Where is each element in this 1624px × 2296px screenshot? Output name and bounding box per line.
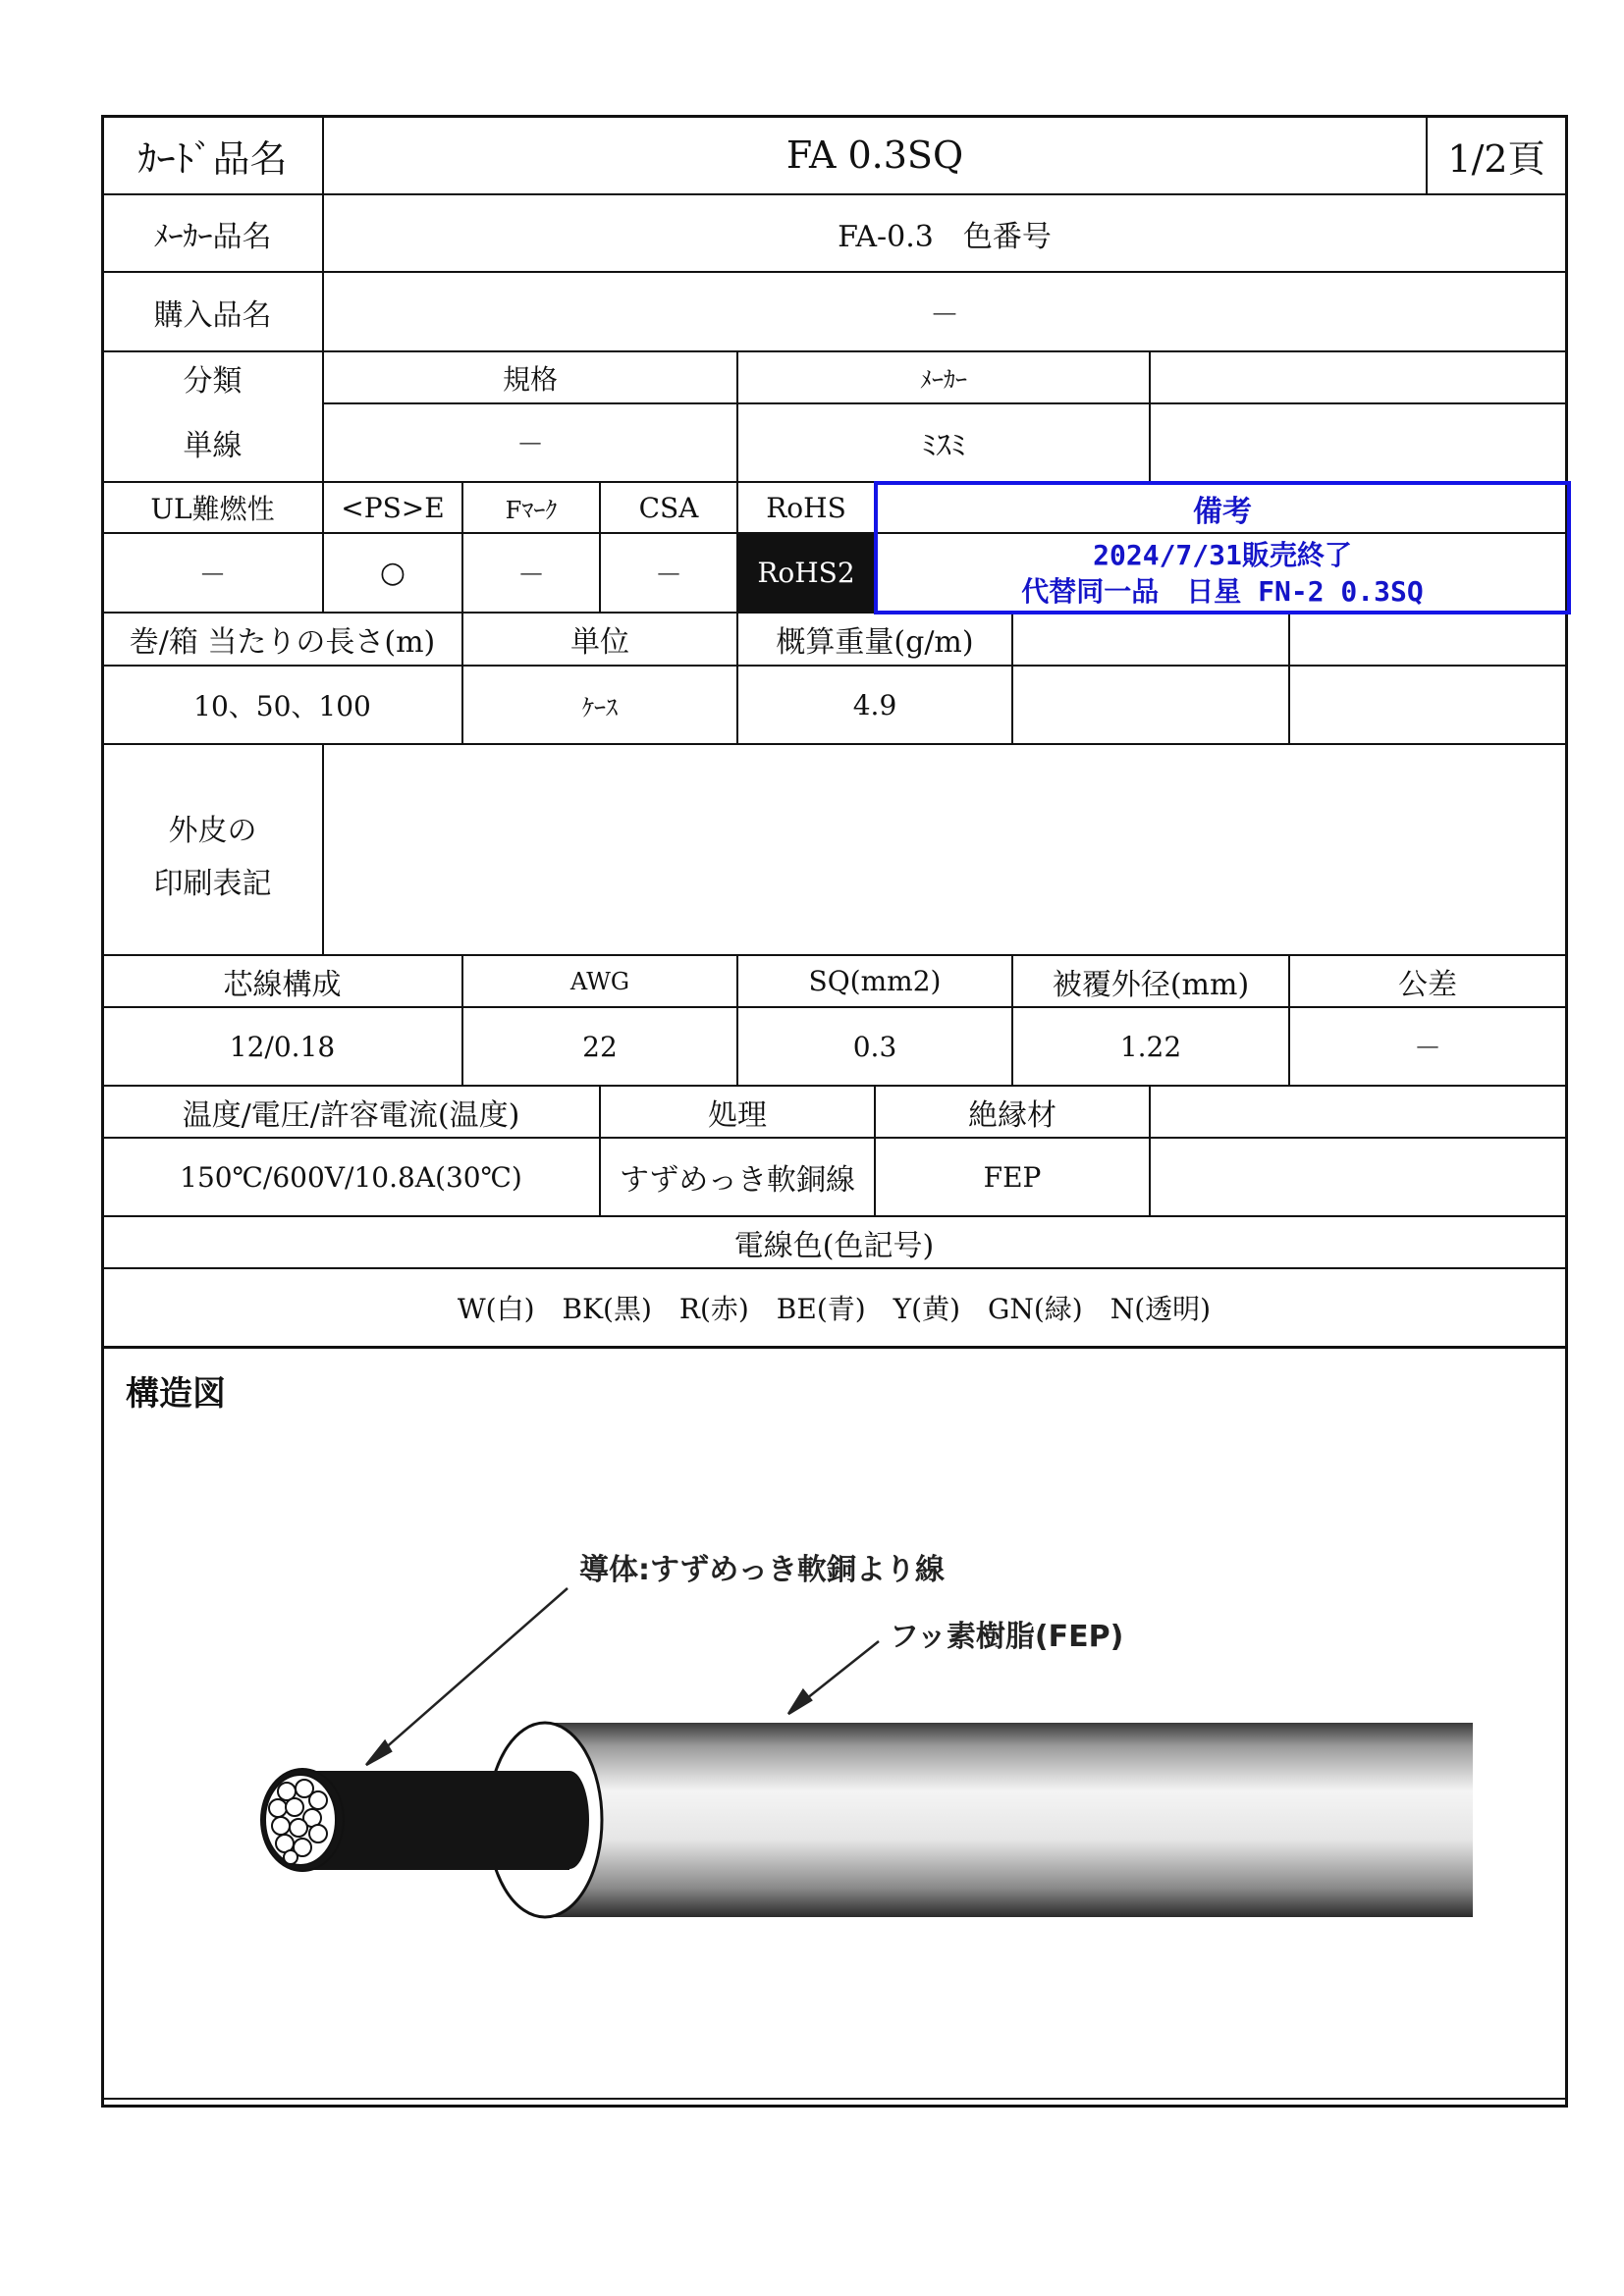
- remarks-title: 備考: [1193, 495, 1252, 529]
- length-label: 巻/箱 当たりの長さ(m): [129, 625, 436, 660]
- awg-value: 22: [582, 1030, 618, 1063]
- rohs-value: RoHS2: [738, 534, 874, 612]
- pse-label: <PS>E: [341, 491, 445, 524]
- purchase-name-value: －: [930, 297, 959, 333]
- maker-name-value: FA-0.3 色番号: [838, 219, 1052, 254]
- conductor-core: [261, 1769, 589, 1871]
- fmark-value: －: [516, 558, 545, 591]
- weight-value: 4.9: [852, 688, 897, 721]
- card-name-value: FA 0.3SQ: [785, 133, 964, 177]
- temp-value: 150℃/600V/10.8A(30℃): [180, 1160, 522, 1194]
- wire-color-label: 電線色(色記号): [733, 1228, 935, 1263]
- rohs-label: RoHS: [766, 491, 846, 524]
- insulation-arrow: [788, 1641, 879, 1714]
- spec-value: －: [515, 428, 544, 460]
- unit-value: ｹｰｽ: [582, 693, 618, 721]
- ul-value: －: [198, 558, 227, 591]
- maker-label: ﾒｰｶｰ: [920, 366, 967, 394]
- sq-label: SQ(mm2): [808, 965, 942, 997]
- maker-name-label: ﾒｰｶｰ品名: [153, 219, 272, 254]
- od-label: 被覆外径(mm): [1052, 967, 1250, 1002]
- core-label: 芯線構成: [223, 967, 342, 1002]
- purchase-name-label: 購入品名: [153, 297, 272, 333]
- structure-title: 構造図: [126, 1374, 226, 1414]
- card-name-label: ｶｰﾄﾞ品名: [137, 136, 288, 181]
- csa-value: －: [654, 558, 682, 591]
- tolerance-label: 公差: [1398, 967, 1457, 1002]
- ul-label: UL難燃性: [150, 493, 275, 525]
- length-value: 10、50、100: [193, 690, 371, 722]
- classification-value: 単線: [183, 429, 243, 463]
- wire-color-value: W(白) BK(黒) R(赤) BE(青) Y(黄) GN(緑) N(透明): [457, 1293, 1212, 1325]
- remarks-line1: 2024/7/31販売終了: [1093, 539, 1352, 571]
- od-value: 1.22: [1119, 1030, 1182, 1063]
- remarks-line2: 代替同一品 日星 FN-2 0.3SQ: [1021, 575, 1424, 608]
- spec-label: 規格: [502, 362, 558, 396]
- weight-label: 概算重量(g/m): [776, 625, 974, 660]
- csa-label: CSA: [638, 491, 699, 524]
- page-number: 1/2頁: [1447, 136, 1545, 181]
- insulation-value: FEP: [983, 1160, 1042, 1194]
- pse-value: ○: [379, 556, 406, 590]
- insulation-callout: フッ素樹脂(FEP): [890, 1620, 1124, 1654]
- maker-value: ﾐｽﾐ: [921, 429, 966, 463]
- sq-value: 0.3: [852, 1030, 897, 1063]
- core-value: 12/0.18: [229, 1030, 336, 1063]
- print-marking-line1: 外皮の: [168, 814, 257, 848]
- awg-label: AWG: [569, 967, 630, 995]
- fmark-label: Fﾏｰｸ: [505, 496, 558, 524]
- insulation-label: 絶縁材: [968, 1097, 1056, 1133]
- unit-label: 単位: [570, 625, 629, 660]
- temp-label: 温度/電圧/許容電流(温度): [182, 1097, 520, 1133]
- treatment-label: 処理: [708, 1097, 767, 1133]
- fep-jacket: [488, 1723, 1473, 1917]
- treatment-value: すずめっき軟銅線: [620, 1163, 855, 1198]
- conductor-callout: 導体:すずめっき軟銅より線: [579, 1553, 945, 1587]
- print-marking-line2: 印刷表記: [153, 867, 272, 901]
- tolerance-value: －: [1413, 1032, 1441, 1064]
- classification-label: 分類: [183, 363, 243, 399]
